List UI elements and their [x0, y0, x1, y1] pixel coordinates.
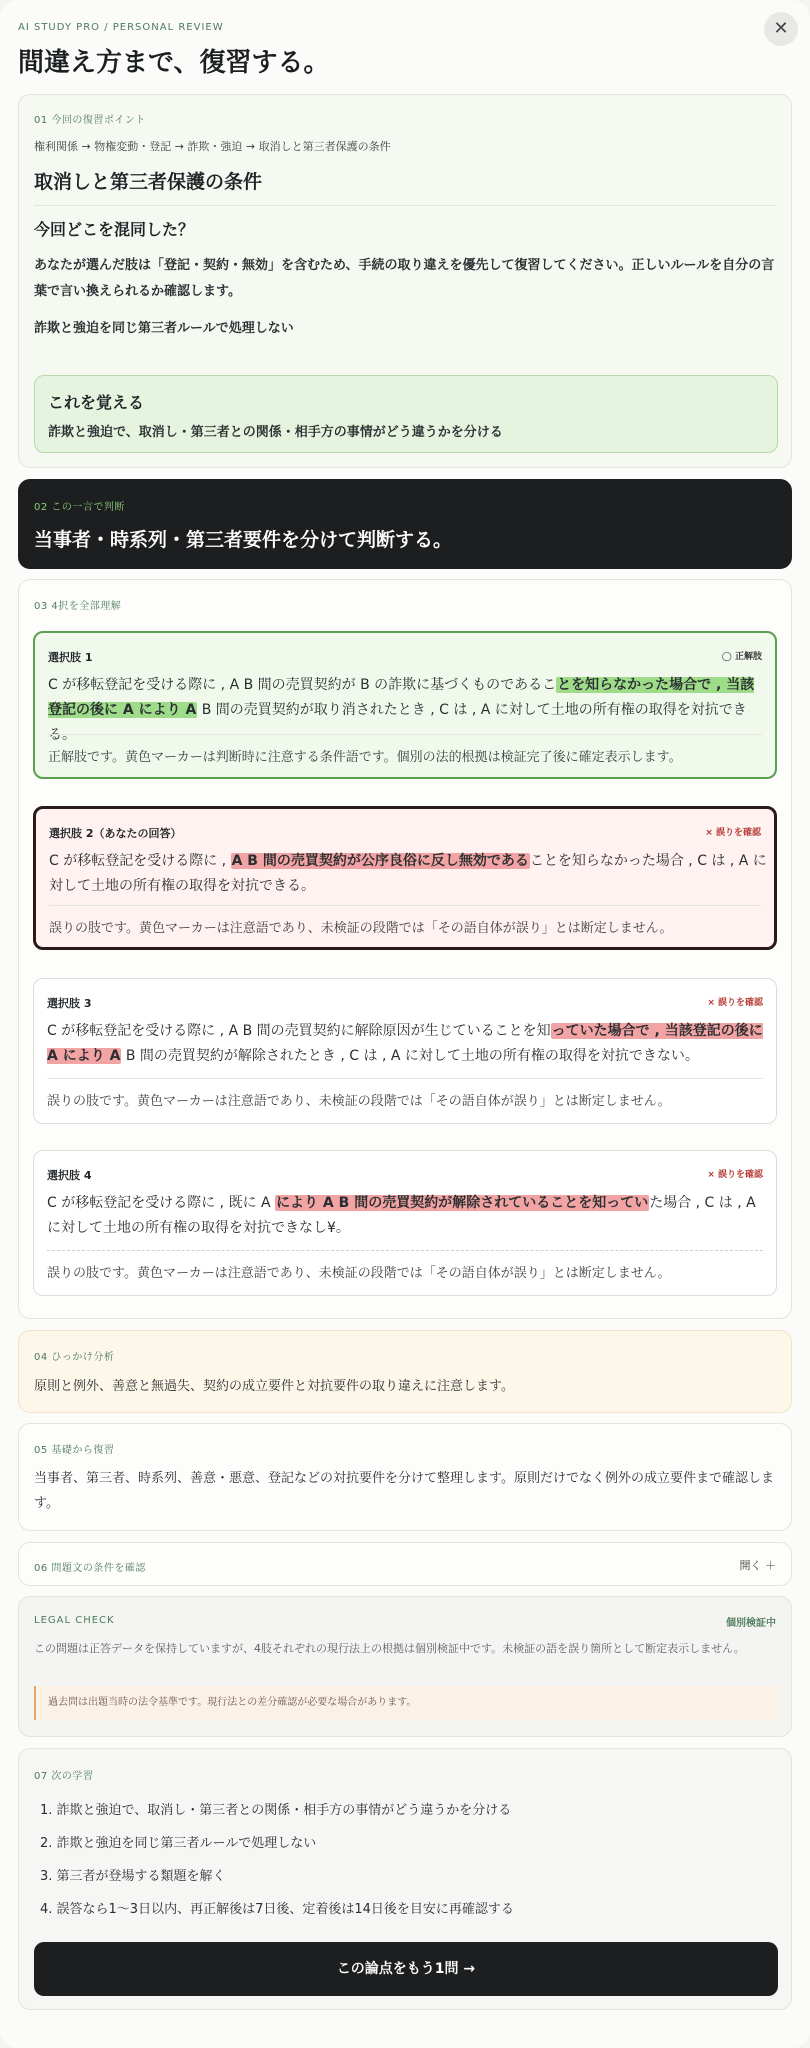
review-point-section [18, 94, 792, 468]
choice-title: 選択肢 4 [47, 1169, 92, 1182]
highlight-mark: A B 間の売買契約が公序良俗に反し無効である [231, 853, 529, 869]
remember-box [34, 375, 778, 453]
confusion-question: 今回どこを混同した？ [34, 220, 195, 239]
legal-check-section [18, 1596, 792, 1737]
text-segment: C が移転登記を受ける際に , 既に A [47, 1195, 276, 1211]
conditions-accordion[interactable] [18, 1542, 792, 1586]
section-label: 05 基礎から復習 [34, 1445, 115, 1456]
remember-title: これを覚える [48, 393, 145, 412]
choice-card-3[interactable] [33, 978, 777, 1124]
choice-text [49, 849, 769, 899]
choice-explanation: 誤りの肢です。黄色マーカーは注意語であり、未検証の段階では「その語自体が誤り」とは断定しません。 [47, 1094, 671, 1109]
list-item: 3. 第三者が登場する類題を解く [40, 1869, 226, 1884]
divider [47, 1250, 763, 1251]
basics-body: 当事者、第三者、時系列、善意・悪意、登記などの対抗要件を分けて整理します。原則だけでなく例外の成立要件まで確認します。 [34, 1471, 774, 1511]
list-item: 4. 誤答なら1〜3日以内、再正解後は7日後、定着後は14日後を目安に再確認する [40, 1902, 514, 1917]
legal-body: この問題は正答データを保持していますが、4肢それぞれの現行法上の根拠は個別検証中です。未検証の語を誤り箇所として断定表示しません。 [34, 1642, 745, 1655]
text-segment: B 間の売買契約が解除されたとき , C は , A に対して土地の所有権の取得を対抗できない。 [121, 1048, 699, 1064]
text-segment: た場合 , C は , A に対して土地の所有権の取得を対抗できなし¥。 [47, 1195, 756, 1236]
choice-text [48, 673, 768, 748]
list-item: 2. 詐欺と強迫を同じ第三者ルールで処理しない [40, 1836, 317, 1851]
choice-title: 選択肢 1 [48, 651, 93, 664]
choice-title: 選択肢 3 [47, 997, 92, 1010]
legal-title: LEGAL CHECK [34, 1615, 115, 1626]
text-segment: C が移転登記を受ける際に , [49, 853, 231, 869]
text-segment: C が移転登記を受ける際に , A B 間の売買契約に解除原因が生じていることを知 [47, 1023, 551, 1039]
highlight-mark: っていた場合で , 当該登記の後に A により A [47, 1023, 763, 1064]
choice-card-4[interactable] [33, 1150, 777, 1296]
highlight-mark: とを知らなかった場合で , 当該登記の後に A により A [48, 677, 755, 718]
next-question-button[interactable]: この論点をもう1問 → [34, 1942, 778, 1996]
divider [49, 905, 761, 906]
expand-toggle[interactable]: 開く ＋ [739, 1559, 776, 1572]
confusion-rule: 詐欺と強迫を同じ第三者ルールで処理しない [34, 321, 294, 336]
choice-card-2-selected[interactable] [33, 806, 777, 950]
section-label: 02 この一言で判断 [34, 502, 125, 513]
highlight-mark: により A B 間の売買契約が解除されていることを知ってい [276, 1195, 649, 1211]
correct-badge: ◯ 正解肢 [721, 652, 762, 662]
choice-text [47, 1191, 767, 1241]
section-label: 03 4択を全部理解 [34, 601, 122, 612]
close-icon: ✕ [773, 18, 789, 39]
section-label: 04 ひっかけ分析 [34, 1352, 115, 1363]
choice-explanation: 誤りの肢です。黄色マーカーは注意語であり、未検証の段階では「その語自体が誤り」とは断定しません。 [49, 921, 673, 936]
choice-explanation: 正解肢です。黄色マーカーは判断時に注意する条件語です。個別の法的根拠は検証完了後に確定表示します。 [48, 750, 682, 765]
remember-body: 詐欺と強迫で、取消し・第三者との関係・相手方の事情がどう違うかを分ける [48, 425, 503, 440]
trap-body: 原則と例外、善意と無過失、契約の成立要件と対抗要件の取り違えに注意します。 [34, 1379, 514, 1394]
app-eyebrow: AI STUDY PRO / PERSONAL REVIEW [18, 22, 224, 33]
legal-note: 過去問は出題当時の法令基準です。現行法との差分確認が必要な場合があります。 [34, 1686, 778, 1720]
list-item: 1. 詐欺と強迫で、取消し・第三者との関係・相手方の事情がどう違うかを分ける [40, 1803, 512, 1818]
choices-section [18, 579, 792, 1319]
choice-title: 選択肢 2（あなたの回答） [49, 827, 182, 840]
breadcrumb: 権利関係 → 物権変動・登記 → 詐欺・強迫 → 取消しと第三者保護の条件 [34, 140, 391, 153]
wrong-badge: × 誤りを確認 [707, 998, 763, 1008]
next-study-list [34, 1794, 514, 1926]
choice-text [47, 1019, 767, 1069]
section-label: 07 次の学習 [34, 1771, 94, 1782]
wrong-badge: × 誤りを確認 [705, 828, 761, 838]
text-segment: B 間の売買契約が取り消されたとき , C は , A に対して土地の所有権の取得を対抗できる。 [48, 702, 747, 743]
confusion-body: あなたが選んだ肢は「登記・契約・無効」を含むため、手続の取り違えを優先して復習してください。正しいルールを自分の言葉で言い換えられるか確認します。 [34, 258, 775, 299]
text-segment: ことを知らなかった場合 , C は , A に対して土地の所有権の取得を対抗できる。 [49, 853, 767, 894]
section-label: 06 問題文の条件を確認 [34, 1563, 146, 1574]
wrong-badge: × 誤りを確認 [707, 1170, 763, 1180]
verdict-text: 当事者・時系列・第三者要件を分けて判断する。 [34, 529, 453, 551]
divider [47, 1078, 763, 1079]
next-study-section [18, 1748, 792, 2010]
choice-explanation: 誤りの肢です。黄色マーカーは注意語であり、未検証の段階では「その語自体が誤り」とは断定しません。 [47, 1266, 671, 1281]
close-button[interactable] [764, 12, 798, 46]
divider [34, 205, 776, 206]
basics-section [18, 1423, 792, 1531]
topic-title: 取消しと第三者保護の条件 [34, 171, 263, 193]
section-label: 01 今回の復習ポイント [34, 115, 146, 126]
verdict-section [18, 479, 792, 569]
choice-card-1[interactable] [33, 631, 777, 779]
trap-analysis-section [18, 1330, 792, 1413]
text-segment: C が移転登記を受ける際に , A B 間の売買契約が B の詐欺に基づくものであるこ [48, 677, 557, 693]
divider [48, 734, 762, 735]
page-title: 間違え方まで、復習する。 [18, 48, 330, 78]
status-badge: 個別検証中 [726, 1618, 776, 1629]
